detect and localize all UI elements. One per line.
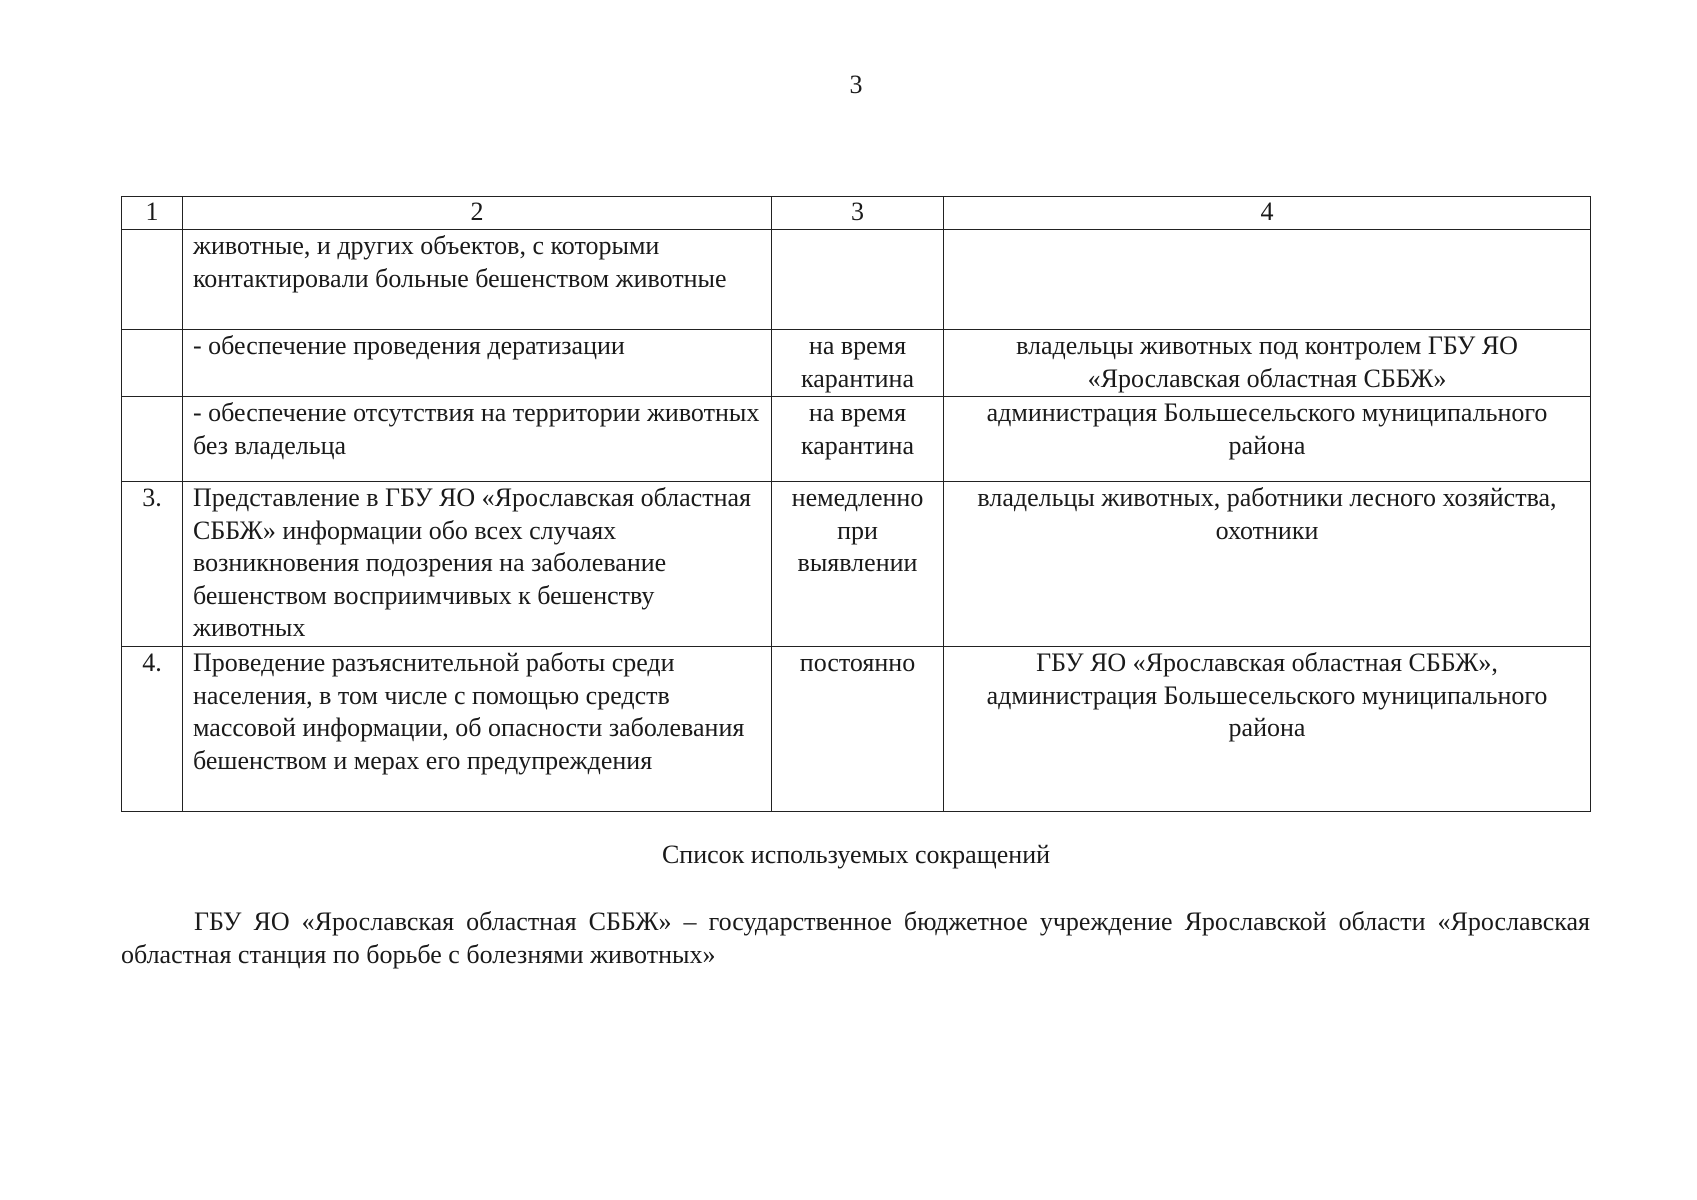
row-term: на время карантина (772, 330, 944, 397)
row-number (122, 397, 183, 482)
row-responsible (944, 230, 1591, 330)
row-responsible: администрация Большесельского муниципального района (944, 397, 1591, 482)
row-number: 4. (122, 647, 183, 812)
row-description: - обеспечение проведения дератизации (183, 330, 772, 397)
row-description: Представление в ГБУ ЯО «Ярославская областная СББЖ» информации обо всех случаях возникновения подозрения на заболевание бешенством восприимчивых к бешенству животных (183, 482, 772, 647)
header-col-4: 4 (944, 197, 1591, 230)
measures-table (121, 196, 1591, 812)
row-description: животные, и других объектов, с которыми контактировали больные бешенством животные (183, 230, 772, 330)
table-row (122, 482, 1591, 647)
row-responsible: владельцы животных под контролем ГБУ ЯО «Ярославская областная СББЖ» (944, 330, 1591, 397)
row-number (122, 330, 183, 397)
row-term: немедленно при выявлении (772, 482, 944, 647)
row-description: Проведение разъяснительной работы среди населения, в том числе с помощью средств массовой информации, об опасности заболевания бешенством и мерах его предупреждения (183, 647, 772, 812)
header-col-2: 2 (183, 197, 772, 230)
row-description: - обеспечение отсутствия на территории животных без владельца (183, 397, 772, 482)
table-row (122, 647, 1591, 812)
table-row (122, 397, 1591, 482)
row-term: постоянно (772, 647, 944, 812)
table-row (122, 330, 1591, 397)
row-responsible: ГБУ ЯО «Ярославская областная СББЖ», администрация Большесельского муниципального района (944, 647, 1591, 812)
abbreviations-title: Список используемых сокращений (661, 840, 1051, 869)
row-responsible: владельцы животных, работники лесного хозяйства, охотники (944, 482, 1591, 647)
row-term: на время карантина (772, 397, 944, 482)
header-col-3: 3 (772, 197, 944, 230)
page-number: 3 (849, 70, 863, 99)
abbreviations-text: ГБУ ЯО «Ярославская областная СББЖ» – государственное бюджетное учреждение Ярославской области «Ярославская областная станция по борьбе с болезнями животных» (121, 907, 1590, 969)
header-col-1: 1 (122, 197, 183, 230)
table-row (122, 230, 1591, 330)
row-number (122, 230, 183, 330)
row-term (772, 230, 944, 330)
row-number: 3. (122, 482, 183, 647)
table-header-row (122, 197, 1591, 230)
